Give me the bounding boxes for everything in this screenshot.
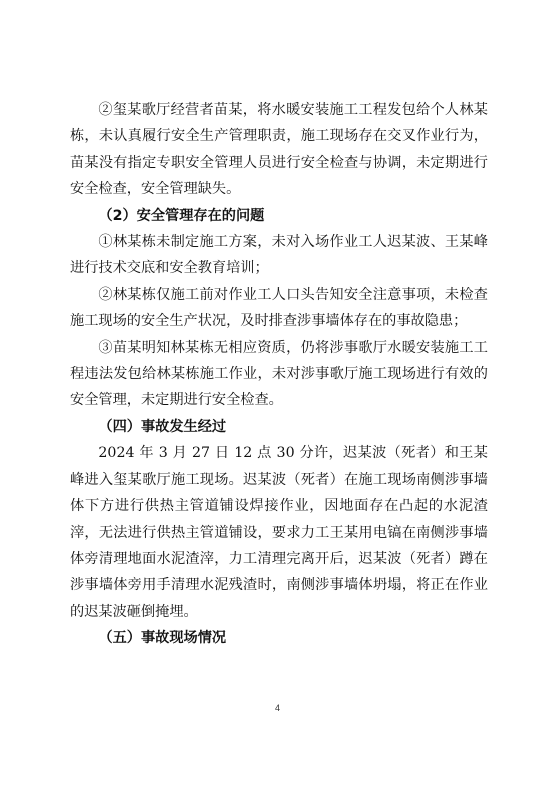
paragraph-issue-1: ①林某栋未制定施工方案，未对入场作业工人迟某波、王某峰进行技术交底和安全教育培训； [70, 234, 488, 277]
paragraph-responsibility: ②玺某歌厅经营者苗某，将水暖安装施工工程发包给个人林某栋，未认真履行安全生产管理职责，施工现场存在交叉作业行为，苗某没有指定专职安全管理人员进行安全检查与协调，未定期进行安全检查，安全管理缺失。 [70, 102, 488, 198]
document-body [70, 97, 488, 652]
paragraph-accident-process: 2024 年 3 月 27 日 12 点 30 分许，迟某波（死者）和王某峰进入玺某歌厅施工现场。迟某波（死者）在施工现场南侧涉事墙体下方进行供热主管道铺设焊接作业，因地面存在凸起的水泥渣滓，无法进行供热主管道铺设，要求力工王某用电镐在南侧涉事墙体旁清理地面水泥渣滓，力工清理完离开后，迟某波（死者）蹲在涉事墙体旁用手清理水泥残渣时，南侧涉事墙体坍塌，将正在作业的迟某波砸倒掩埋。 [70, 445, 488, 620]
section-heading-scene: （五）事故现场情况 [98, 630, 227, 647]
page-number: 4 [274, 703, 280, 713]
section-heading-accident-process: （四）事故发生经过 [98, 418, 227, 435]
section-heading-safety-issues: （2）安全管理存在的问题 [98, 207, 265, 224]
paragraph-issue-3: ③苗某明知林某栋无相应资质，仍将涉事歌厅水暖安装施工工程违法发包给林某栋施工作业，未对涉事歌厅施工现场进行有效的安全管理，未定期进行安全检查。 [70, 339, 488, 409]
paragraph-issue-2: ②林某栋仅施工前对作业工人口头告知安全注意事项，未检查施工现场的安全生产状况，及时排查涉事墙体存在的事故隐患； [70, 286, 488, 330]
